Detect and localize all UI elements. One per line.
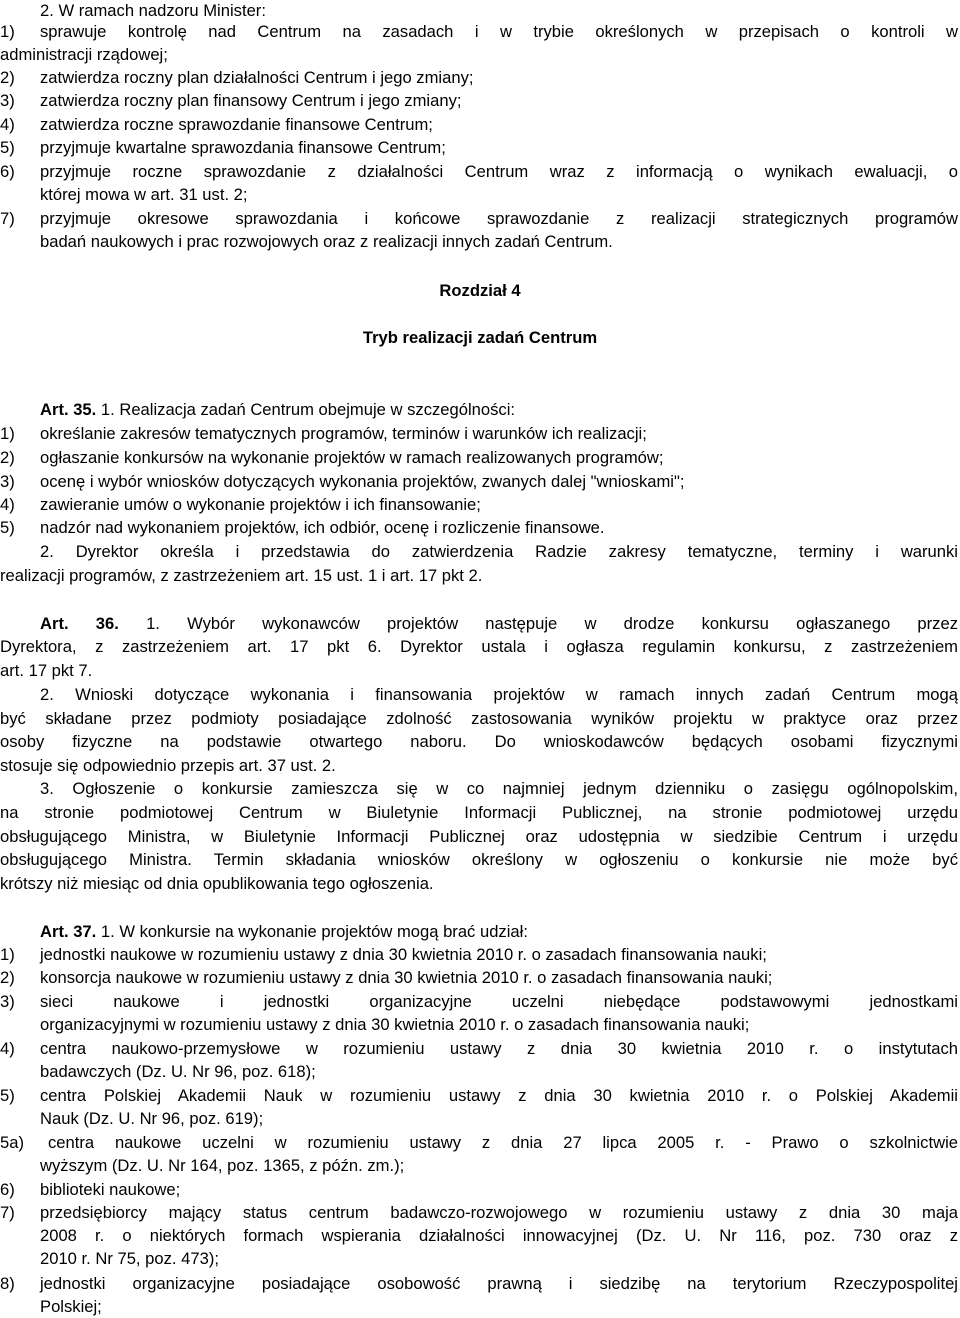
art37-item-3-number: 3): [0, 992, 15, 1011]
nadzor-item-7-number: 7): [0, 209, 15, 228]
art36-p1-line-2: Dyrektora, z zastrzeżeniem art. 17 pkt 6. Dyrektor ustala i ogłasza regulamin konkursu, z zastrzeżeniem: [0, 637, 958, 656]
nadzor-item-6-number: 6): [0, 162, 15, 181]
nadzor-item-7-line-1: przyjmuje okresowe sprawozdania i końcowe sprawozdanie z realizacji strategicznych programów: [40, 209, 958, 228]
art37-item-7-line-1: przedsiębiorcy mający status centrum badawczo-rozwojowego w rozumieniu ustawy z dnia 30 maja: [40, 1203, 958, 1222]
art37-item-5-line-2: Nauk (Dz. U. Nr 96, poz. 619);: [40, 1109, 264, 1128]
art35-heading: Art. 35. 1. Realizacja zadań Centrum obejmuje w szczególności:: [40, 400, 516, 419]
nadzor-item-6-line-2: której mowa w art. 31 ust. 2;: [40, 185, 248, 204]
nadzor-item-7-line-2: badań naukowych i prac rozwojowych oraz z realizacji innych zadań Centrum.: [40, 232, 613, 251]
art36-p2-line-4: stosuje się odpowiednio przepis art. 37 ust. 2.: [0, 756, 336, 775]
art37-heading: Art. 37. 1. W konkursie na wykonanie projektów mogą brać udział:: [40, 922, 528, 941]
art36-p2-line-2: być składane przez podmioty posiadające zdolność zastosowania wyników projektu w praktyce oraz przez: [0, 709, 958, 728]
art36-p3-line-1: 3. Ogłoszenie o konkursie zamieszcza się w co najmniej jednym dzienniku o zasięgu ogólnopolskim,: [40, 779, 958, 798]
art37-item-5a-line-2: wyższym (Dz. U. Nr 164, poz. 1365, z późn. zm.);: [40, 1156, 405, 1175]
art37-item-4-number: 4): [0, 1039, 15, 1058]
art36-p2-line-3: osoby fizyczne na podstawie otwartego naboru. Do wnioskodawców będących osobami fizycznymi: [0, 732, 958, 751]
art36-p3-line-3: obsługującego Ministra, w Biuletynie Informacji Publicznej oraz udostępnia w siedzibie Centrum i urzędu: [0, 827, 958, 846]
art37-item-8-line-1: jednostki organizacyjne posiadające osobowość prawną i siedzibę na terytorium Rzeczypospolitej: [40, 1274, 958, 1293]
art37-item-5-line-1: centra Polskiej Akademii Nauk w rozumieniu ustawy z dnia 30 kwietnia 2010 r. o Polskiej Akademii: [40, 1086, 958, 1105]
nadzor-item-1-line-2: administracji rządowej;: [0, 45, 168, 64]
art37-item-7-number: 7): [0, 1203, 15, 1222]
art37-item-4-line-2: badawczych (Dz. U. Nr 96, poz. 618);: [40, 1062, 316, 1081]
art36-p1-line-3: art. 17 pkt 7.: [0, 661, 93, 680]
art37-item-7-line-3: 2010 r. Nr 75, poz. 473);: [40, 1249, 219, 1268]
art36-p3-line-4: obsługującego Ministra. Termin składania wniosków określony w ogłoszeniu o konkursie nie może być: [0, 850, 958, 869]
art37-item-5a-line-1: centra naukowe uczelni w rozumieniu ustawy z dnia 27 lipca 2005 r. - Prawo o szkolnictwie: [48, 1133, 958, 1152]
nadzor-intro: 2. W ramach nadzoru Minister:: [40, 1, 266, 20]
art35-p2-line-2: realizacji programów, z zastrzeżeniem art. 15 ust. 1 i art. 17 pkt 2.: [0, 566, 483, 585]
nadzor-item-1-number: 1): [0, 22, 15, 41]
art36-p2-line-1: 2. Wnioski dotyczące wykonania i finansowania projektów w ramach innych zadań Centrum mogą: [40, 685, 958, 704]
art37-item-3-line-1: sieci naukowe i jednostki organizacyjne uczelni niebędące podstawowymi jednostkami: [40, 992, 958, 1011]
nadzor-item-1-line-1: sprawuje kontrolę nad Centrum na zasadach i w trybie określonych w przepisach o kontroli w: [40, 22, 958, 41]
art36-p1-line-1: Art. 36. 1. Wybór wykonawców projektów następuje w drodze konkursu ogłaszanego przez: [40, 614, 958, 633]
art36-p3-line-5: krótszy niż miesiąc od dnia opublikowania tego ogłoszenia.: [0, 874, 434, 893]
art37-item-7-line-2: 2008 r. o niektórych formach wspierania działalności innowacyjnej (Dz. U. Nr 116, poz. 730 oraz z: [40, 1226, 958, 1245]
art37-item-3-line-2: organizacyjnymi w rozumieniu ustawy z dnia 30 kwietnia 2010 r. o zasadach finansowania nauki;: [40, 1015, 750, 1034]
art37-item-8-line-2: Polskiej;: [40, 1297, 102, 1316]
art37-item-8-number: 8): [0, 1274, 15, 1293]
art37-item-4-line-1: centra naukowo-przemysłowe w rozumieniu ustawy z dnia 30 kwietnia 2010 r. o instytutach: [40, 1039, 958, 1058]
art36-p3-line-2: na stronie podmiotowej Centrum w Biuletynie Informacji Publicznej, na stronie podmiotowej urzędu: [0, 803, 958, 822]
chapter-number: Rozdział 4: [439, 281, 521, 300]
art37-item-5-number: 5): [0, 1086, 15, 1105]
nadzor-item-6-line-1: przyjmuje roczne sprawozdanie z działalności Centrum wraz z informacją o wynikach ewaluacji, o: [40, 162, 958, 181]
art35-p2-line-1: 2. Dyrektor określa i przedstawia do zatwierdzenia Radzie zakresy tematyczne, terminy i warunki: [40, 542, 958, 561]
chapter-title: Tryb realizacji zadań Centrum: [362, 328, 598, 347]
art37-item-5a-number: 5a): [0, 1133, 24, 1152]
